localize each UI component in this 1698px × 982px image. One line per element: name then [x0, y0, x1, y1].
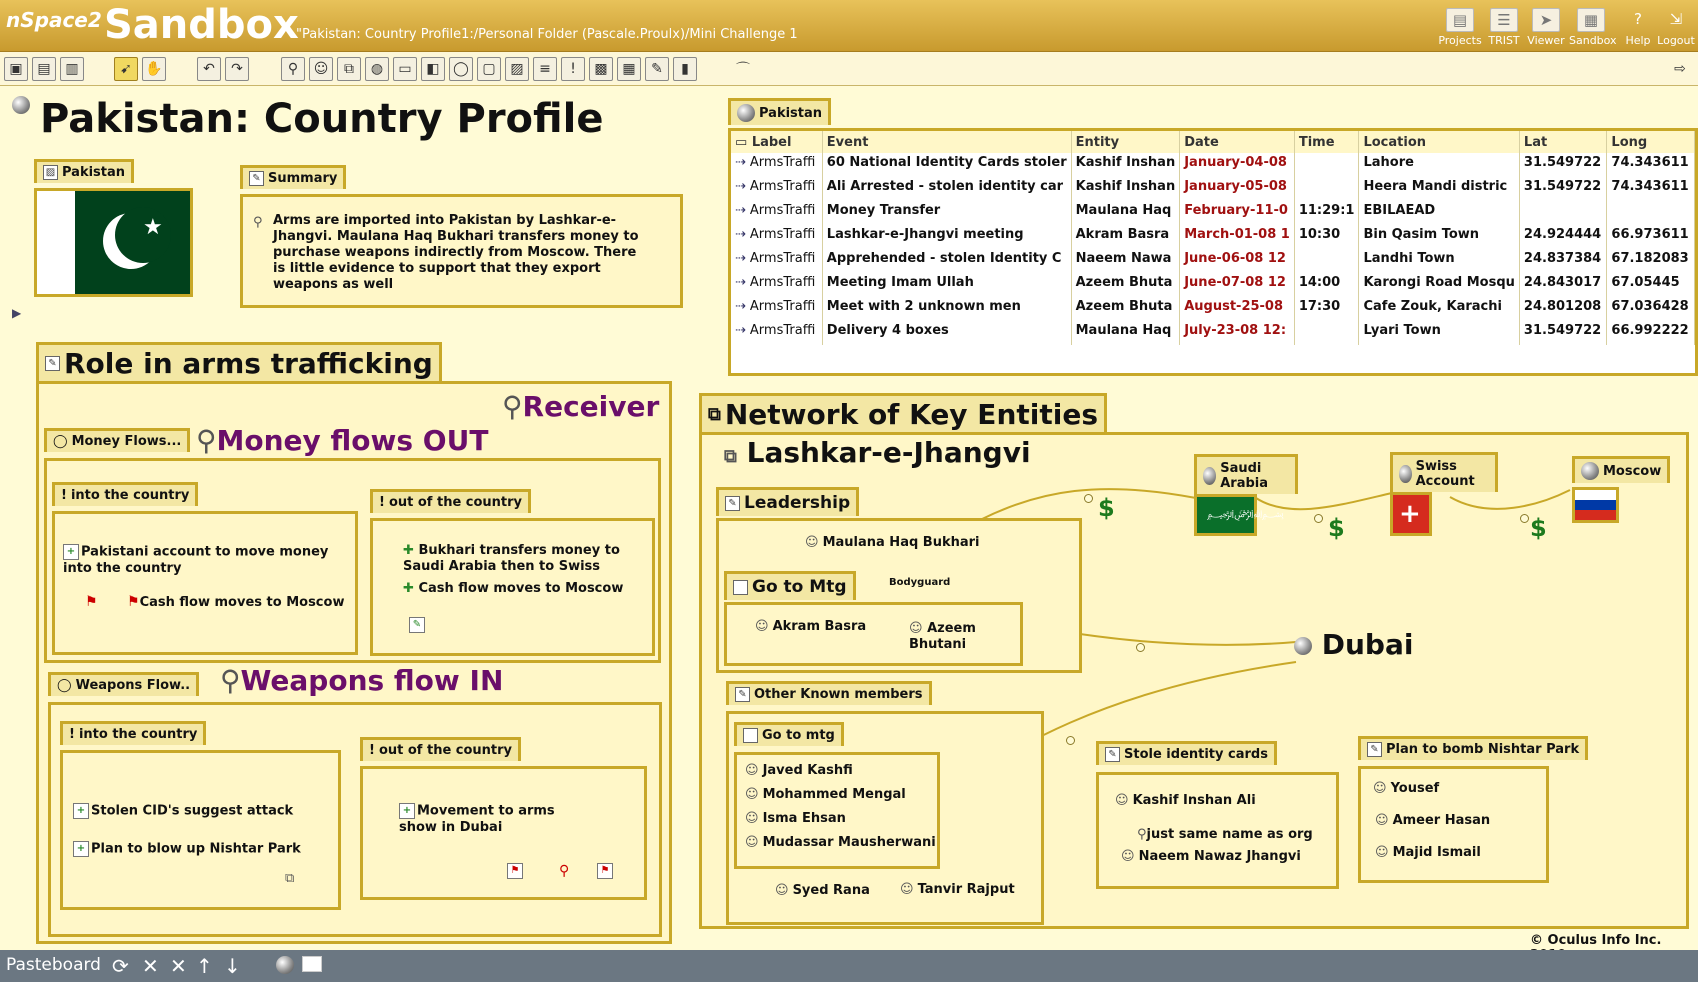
speech-icon: ◯: [53, 434, 68, 449]
table-cell-date: February-11-0: [1180, 201, 1295, 225]
moscow-tab[interactable]: Moscow: [1572, 456, 1670, 483]
note-icon: ✎: [1105, 747, 1120, 762]
link-node: [1136, 643, 1145, 652]
undo-icon[interactable]: ↶: [197, 57, 221, 81]
bodyguard-label: Bodyguard: [889, 577, 951, 588]
plan-bomb-panel[interactable]: [1358, 766, 1549, 883]
speech-icon[interactable]: ◯: [449, 57, 473, 81]
event-icon: ⇢: [735, 299, 746, 314]
go-to-mtg-tab[interactable]: Go to Mtg: [724, 571, 856, 600]
film-icon[interactable]: ▮: [673, 57, 697, 81]
hierarchy-icon[interactable]: ⧉: [337, 57, 361, 81]
table-cell-location: Lahore: [1359, 153, 1519, 177]
person-isma[interactable]: ☺ Isma Ehsan: [745, 811, 846, 827]
column-long[interactable]: Long: [1607, 131, 1695, 153]
arrow-up-icon[interactable]: ↑: [196, 954, 213, 978]
pen-icon[interactable]: ✎: [645, 57, 669, 81]
copyright: © Oculus Info Inc.: [1530, 933, 1662, 948]
money-in-tab[interactable]: ! into the country: [52, 482, 198, 506]
hierarchy-icon: ⧉: [708, 404, 721, 425]
flag-icon: ⚑: [127, 594, 140, 610]
table-cell-event: Money Transfer: [822, 201, 1071, 225]
globe-icon[interactable]: [276, 956, 294, 974]
note-icon[interactable]: ⚑: [597, 863, 615, 879]
page-title: Pakistan: Country Profile: [40, 96, 604, 142]
column-lat[interactable]: Lat: [1519, 131, 1606, 153]
go-to-mtg-other-panel[interactable]: [734, 752, 940, 869]
person-ameer[interactable]: ☺ Ameer Hasan: [1375, 813, 1490, 829]
event-label: ArmsTraffi: [749, 227, 816, 242]
globe-icon: [1581, 462, 1599, 480]
link-node: [1084, 494, 1093, 503]
exclamation-icon[interactable]: !: [561, 57, 585, 81]
column-entity[interactable]: Entity: [1071, 131, 1180, 153]
exclamation-icon: !: [369, 743, 375, 758]
note-icon: +: [73, 841, 89, 857]
network-section-tab[interactable]: ⧉ Network of Key Entities: [699, 393, 1107, 433]
list-icon[interactable]: ≡: [533, 57, 557, 81]
table-cell-event: Lashkar-e-Jhangvi meeting: [822, 225, 1071, 249]
note-icon: ✎: [45, 356, 60, 371]
table-cell-event: Delivery 4 boxes: [822, 321, 1071, 345]
pin-icon: ✚: [403, 581, 414, 596]
dollar-icon: $: [1328, 514, 1345, 542]
viewer-icon: ➤: [1532, 8, 1560, 32]
dollar-icon: $: [1098, 494, 1115, 522]
note-icon: +: [399, 803, 415, 819]
table-cell-date: January-04-08: [1180, 153, 1295, 177]
link-node: [1520, 514, 1529, 523]
swiss-account-tab[interactable]: Swiss Account: [1390, 452, 1498, 492]
table-cell-long: 74.343611: [1607, 153, 1695, 177]
money-out-tab[interactable]: ! out of the country: [370, 489, 531, 513]
table-cell-event: Apprehended - stolen Identity C: [822, 249, 1071, 273]
pin-icon: ⚲: [1137, 827, 1147, 842]
org-heading: ⧉ Lashkar-e-Jhangvi: [724, 436, 1031, 469]
stole-identity-panel[interactable]: [1096, 772, 1339, 889]
globe-icon: [1294, 637, 1312, 655]
note-same-name[interactable]: ⚲just same name as org: [1137, 827, 1313, 842]
table-cell-date: July-23-08 12:: [1180, 321, 1295, 345]
hierarchy-icon[interactable]: ⧉: [285, 871, 295, 886]
flag-icon[interactable]: ⚲: [559, 863, 570, 879]
table-cell-event: Ali Arrested - stolen identity car: [822, 177, 1071, 201]
table-cell-event: 60 National Identity Cards stoler: [822, 153, 1071, 177]
receiver-heading: ⚲Receiver: [502, 390, 660, 423]
person-maulana[interactable]: ☺ Maulana Haq Bukhari: [805, 535, 980, 551]
image-icon: ▨: [43, 165, 58, 180]
hand-icon[interactable]: ✋: [142, 57, 166, 81]
table-cell-long: 67.036428: [1607, 297, 1695, 321]
event-icon: ⇢: [735, 227, 746, 242]
logout-icon: ⇲: [1669, 10, 1683, 28]
arrow-right-icon[interactable]: ⇨: [1674, 61, 1686, 77]
table-cell-event: Meeting Imam Ullah: [822, 273, 1071, 297]
table-cell-lat: 24.924444: [1519, 225, 1606, 249]
note-stolen-cids[interactable]: + Stolen CID's suggest attack: [73, 803, 293, 820]
column-date[interactable]: Date: [1180, 131, 1295, 153]
stole-identity-tab[interactable]: ✎ Stole identity cards: [1096, 741, 1277, 765]
pin-icon: ⚲: [196, 424, 217, 457]
table-cell-time: 14:00: [1294, 273, 1359, 297]
cloud-icon[interactable]: ⌒: [736, 62, 750, 78]
table-cell-long: 66.973611: [1607, 225, 1695, 249]
close-all-icon[interactable]: ✕: [170, 954, 187, 978]
event-icon: ⇢: [735, 203, 746, 218]
link-node: [1066, 736, 1075, 745]
event-label: ArmsTraffi: [749, 155, 816, 170]
money-flows-heading: ⚲Money flows OUT: [196, 424, 489, 457]
person-icon[interactable]: ☺: [309, 57, 333, 81]
event-icon: ⇢: [735, 179, 746, 194]
person-kashif[interactable]: ☺ Kashif Inshan Ali: [1115, 793, 1256, 809]
weapons-out-tab[interactable]: ! out of the country: [360, 737, 521, 761]
table-cell-date: June-06-08 12: [1180, 249, 1295, 273]
trist-icon: ☰: [1490, 8, 1518, 32]
table-cell-location: Karongi Road Mosqu: [1359, 273, 1519, 297]
event-label: ArmsTraffi: [749, 179, 816, 194]
note-icon: ✎: [725, 496, 740, 511]
link-swiss-moscow: [1450, 490, 1570, 509]
event-label: ArmsTraffi: [749, 251, 816, 266]
go-to-mtg-other-tab[interactable]: Go to mtg: [734, 722, 844, 746]
go-to-mtg-panel[interactable]: [724, 602, 1023, 666]
app-title: Sandbox: [104, 2, 299, 48]
chart-icon[interactable]: ▩: [589, 57, 613, 81]
column-label[interactable]: ▭ Label: [731, 131, 822, 153]
save-icon[interactable]: ▣: [4, 57, 28, 81]
table-cell-time: 10:30: [1294, 225, 1359, 249]
person-mudassar[interactable]: ☺ Mudassar Mausherwani: [745, 835, 936, 851]
dollar-icon: $: [1530, 514, 1547, 542]
exclamation-icon: !: [379, 495, 385, 510]
table-cell-time: 11:29:1: [1294, 201, 1359, 225]
table-cell-date: January-05-08: [1180, 177, 1295, 201]
saudi-arabia-tab[interactable]: Saudi Arabia: [1194, 454, 1298, 494]
person-tanvir[interactable]: ☺ Tanvir Rajput: [900, 882, 1015, 898]
frame-icon: [743, 728, 758, 743]
export-icon[interactable]: ▥: [60, 57, 84, 81]
app-logo: nSpace2: [6, 8, 102, 32]
pasteboard-bar: [0, 950, 1698, 982]
flag-icon: ⚑: [85, 594, 98, 610]
leadership-tab[interactable]: ✎ Leadership: [716, 487, 859, 516]
arrow-down-icon[interactable]: ↓: [224, 954, 241, 978]
summary-tab[interactable]: ✎ Summary: [240, 165, 346, 189]
exclamation-icon: !: [61, 488, 67, 503]
note-cash-flow-moscow-out[interactable]: ✚ Cash flow moves to Moscow: [403, 581, 624, 596]
globe-icon[interactable]: ◍: [365, 57, 389, 81]
event-label: ArmsTraffi: [749, 275, 816, 290]
table-cell-long: 66.992222: [1607, 321, 1695, 345]
table-cell-date: June-07-08 12: [1180, 273, 1295, 297]
weapons-in-tab[interactable]: ! into the country: [60, 721, 206, 745]
document-path: "Pakistan: Country Profile1:/Personal Folder (Pascale.Proulx)/Mini Challenge 1: [296, 27, 798, 42]
note-icon[interactable]: ⚑: [507, 863, 525, 879]
weapons-flow-tab[interactable]: ◯ Weapons Flow..: [48, 672, 199, 696]
help-button[interactable]: ? Help: [1625, 10, 1651, 47]
pasteboard-label: Pasteboard: [6, 955, 101, 975]
table-cell-long: 67.182083: [1607, 249, 1695, 273]
pin-icon[interactable]: ⚲: [281, 57, 305, 81]
table-cell-lat: 31.549722: [1519, 153, 1606, 177]
expand-arrow-icon[interactable]: ▶: [12, 306, 22, 320]
pin-icon: ⚲: [220, 664, 241, 697]
table-cell-location: Cafe Zouk, Karachi: [1359, 297, 1519, 321]
table-cell-location: Lyari Town: [1359, 321, 1519, 345]
refresh-icon[interactable]: ⟳: [112, 954, 129, 978]
dubai-label[interactable]: Dubai: [1294, 628, 1413, 661]
table-cell-time: 17:30: [1294, 297, 1359, 321]
sandbox-button[interactable]: ▦ Sandbox: [1569, 8, 1613, 47]
note-icon: ✎: [735, 687, 750, 702]
event-label: ArmsTraffi: [749, 299, 816, 314]
table-cell-entity: Maulana Haq: [1071, 201, 1180, 225]
weapons-flow-heading: ⚲Weapons flow IN: [220, 664, 504, 697]
globe-icon: [1203, 467, 1216, 485]
note-icon: ✎: [249, 171, 264, 186]
close-icon[interactable]: ✕: [142, 954, 159, 978]
table-cell-lat: 24.843017: [1519, 273, 1606, 297]
note-icon: +: [73, 803, 89, 819]
event-icon: ⇢: [735, 323, 746, 338]
trist-button[interactable]: ☰ TRIST: [1482, 8, 1526, 47]
event-icon: ⇢: [735, 155, 746, 170]
hierarchy-icon: ⧉: [724, 446, 737, 467]
table-cell-event: Meet with 2 unknown men: [822, 297, 1071, 321]
pin-icon: ⚲: [502, 390, 523, 423]
money-flows-tab[interactable]: ◯ Money Flows...: [44, 428, 190, 452]
table-cell-lat: 24.801208: [1519, 297, 1606, 321]
russia-flag[interactable]: [1572, 487, 1619, 523]
person-javed[interactable]: ☺ Javed Kashfi: [745, 763, 853, 779]
person-naeem[interactable]: ☺ Naeem Nawaz Jhangvi: [1121, 849, 1301, 865]
note-icon[interactable]: [302, 956, 322, 972]
note-pakistani-account[interactable]: + Pakistani account to move money into the country: [63, 544, 329, 576]
note-icon: +: [63, 544, 79, 560]
table-cell-lat: 31.549722: [1519, 177, 1606, 201]
viewer-button[interactable]: ➤ Viewer: [1524, 8, 1568, 47]
pointer-icon[interactable]: ➹: [114, 57, 138, 81]
summary-text: Arms are imported into Pakistan by Lashkar-e-Jhangvi. Maulana Haq Bukhari transfers money to purchase weapons indirectly from Moscow. There is little evidence to support that they export weapons as well: [273, 213, 639, 292]
event-icon: ⇢: [735, 251, 746, 266]
projects-button[interactable]: ▤ Projects: [1438, 8, 1482, 47]
redo-icon[interactable]: ↷: [225, 57, 249, 81]
column-location[interactable]: Location: [1359, 131, 1519, 153]
table-cell-entity: Azeem Bhuta: [1071, 297, 1180, 321]
help-icon: ?: [1634, 10, 1642, 28]
person-icon: ☺: [909, 621, 923, 636]
link-node: [1314, 514, 1323, 523]
table-cell-entity: Kashif Inshan: [1071, 177, 1180, 201]
person-yousef[interactable]: ☺ Yousef: [1373, 781, 1439, 797]
pakistan-flag[interactable]: ★: [34, 188, 193, 297]
event-label: ArmsTraffi: [749, 323, 816, 338]
frame-icon[interactable]: ▢: [477, 57, 501, 81]
person-majid[interactable]: ☺ Majid Ismail: [1375, 845, 1481, 861]
logout-button[interactable]: ⇲ Logout: [1657, 10, 1695, 47]
photo-icon[interactable]: ▦: [617, 57, 641, 81]
table-cell-date: March-01-08 1: [1180, 225, 1295, 249]
swiss-flag[interactable]: +: [1390, 492, 1432, 536]
person-akram[interactable]: ☺ Akram Basra: [755, 619, 866, 635]
table-cell-location: Bin Qasim Town: [1359, 225, 1519, 249]
table-cell-long: 74.343611: [1607, 177, 1695, 201]
note-icon[interactable]: ▭: [393, 57, 417, 81]
person-azeem[interactable]: ☺ Azeem Bhutani: [909, 621, 976, 652]
exclamation-icon: !: [69, 727, 75, 742]
table-cell-location: EBILAEAD: [1359, 201, 1519, 225]
role-section-tab[interactable]: ✎ Role in arms trafficking: [36, 342, 442, 382]
save-as-icon[interactable]: ▤: [32, 57, 56, 81]
table-cell-location: Heera Mandi distric: [1359, 177, 1519, 201]
events-tab[interactable]: Pakistan: [728, 98, 831, 125]
table-cell-lat: 24.837384: [1519, 249, 1606, 273]
table-cell-entity: Kashif Inshan: [1071, 153, 1180, 177]
event-icon: ⇢: [735, 275, 746, 290]
note-blow-up-nishtar[interactable]: + Plan to blow up Nishtar Park: [73, 841, 301, 858]
column-time[interactable]: Time: [1294, 131, 1359, 153]
person-syed[interactable]: ☺ Syed Rana: [775, 883, 870, 899]
frame-icon: [733, 580, 748, 595]
table-cell-date: August-25-08: [1180, 297, 1295, 321]
image-icon[interactable]: ▨: [505, 57, 529, 81]
note-movement-dubai[interactable]: + Movement to arms show in Dubai: [399, 803, 555, 835]
globe-icon: [1399, 465, 1412, 483]
saudi-flag[interactable]: ﷽: [1194, 494, 1257, 536]
pin-icon: ⚲: [253, 215, 263, 230]
table-cell-location: Landhi Town: [1359, 249, 1519, 273]
table-cell-lat: 31.549722: [1519, 321, 1606, 345]
folder-icon: ▤: [1446, 8, 1474, 32]
flag-card-tab[interactable]: ▨ Pakistan: [34, 159, 134, 183]
other-members-tab[interactable]: ✎ Other Known members: [726, 681, 932, 705]
cube-icon[interactable]: ◧: [421, 57, 445, 81]
table-cell-entity: Maulana Haq: [1071, 321, 1180, 345]
pin-icon: ✚: [403, 543, 414, 558]
note-icon: ✎: [1367, 742, 1382, 757]
plan-bomb-tab[interactable]: ✎ Plan to bomb Nishtar Park: [1358, 736, 1588, 760]
table-cell-entity: Akram Basra: [1071, 225, 1180, 249]
table-cell-long: 67.05445: [1607, 273, 1695, 297]
column-event[interactable]: Event: [822, 131, 1071, 153]
event-label: ArmsTraffi: [749, 203, 816, 218]
speech-icon: ◯: [57, 678, 72, 693]
table-cell-entity: Azeem Bhuta: [1071, 273, 1180, 297]
person-mohammed[interactable]: ☺ Mohammed Mengal: [745, 787, 906, 803]
note-bukhari-transfers[interactable]: ✚ Bukhari transfers money to Saudi Arabia then to Swiss: [403, 543, 620, 574]
sandbox-icon: ▦: [1577, 8, 1605, 32]
table-cell-entity: Naeem Nawa: [1071, 249, 1180, 273]
note-cash-flow-moscow[interactable]: ⚑Cash flow moves to Moscow: [127, 594, 345, 610]
note-icon[interactable]: ✎: [409, 617, 427, 633]
